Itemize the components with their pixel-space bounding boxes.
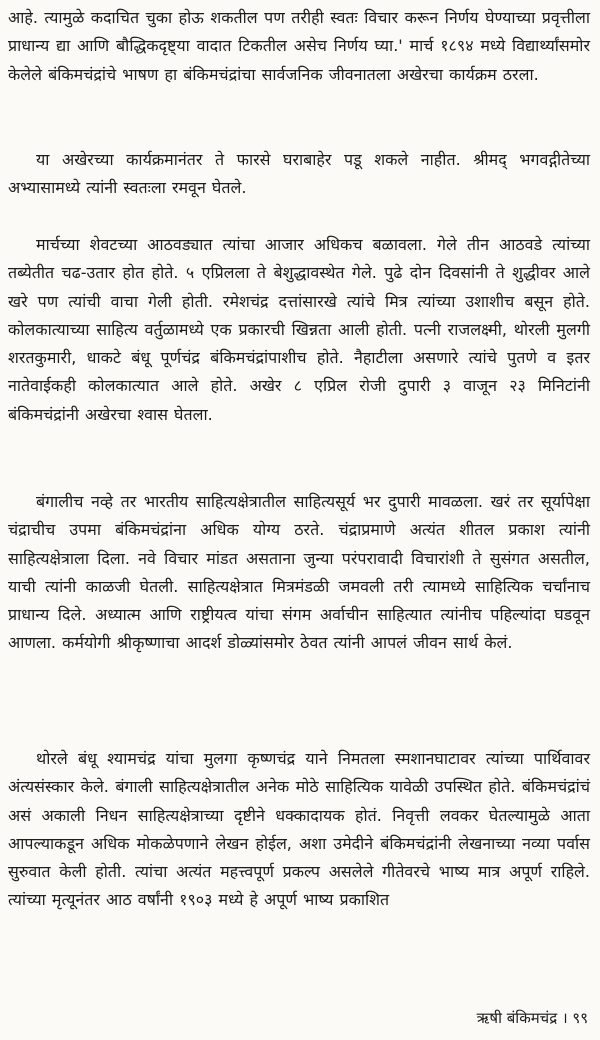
paragraph-illness-and-death: मार्चच्या शेवटच्या आठवड्यात त्यांचा आजार अधिकच बळावला. गेले तीन आठवडे त्यांच्या तब्येतीत चढ-उतार होत होते. ५ एप्रिलला ते बेशुद्धावस्थेत गेले. पुढे दोन दिवसांनी ते शुद्धीवर आले खरे पण त्यांची वाचा गेली होती. रमेशचंद्र दत्तांसारखे त्यांचे मित्र त्यांच्या उशाशीच बसून होते. कोलकात्याच्या साहित्य वर्तुळामध्ये एक प्रकारची खिन्नता आली होती. पत्नी राजलक्ष्मी, थोरली मुलगी शरतकुमारी, धाकटे बंधू पूर्णचंद्र बंकिमचंद्रांपाशीच होते. नैहाटीला असणारे त्यांचे पुतणे व इतर नातेवाईकही कोलकात्यात आले होते. अखेर ८ एप्रिल रोजी दुपारी ३ वाजून २३ मिनिटांनी बंकिमचंद्रांनी अखेरचा श्वास घेतला.: [8, 235, 590, 424]
paragraph-funeral-and-unfinished-work: थोरले बंधू श्यामचंद्र यांचा मुलगा कृष्णचंद्र याने निमतला स्मशानघाटावर त्यांच्या पार्थिवावर अंत्यसंस्कार केले. बंगाली साहित्यक्षेत्रातील अनेक मोठे साहित्यिक यावेळी उपस्थित होते. बंकिमचंद्रांचं असं अकाली निधन साहित्यक्षेत्राच्या दृष्टीने धक्कादायक होतं. निवृत्ती लवकर घेतल्यामुळे आता आपल्याकडून अधिक मोकळेपणाने लेखन होईल, अशा उमेदीने बंकिमचंद्रांनी लेखनाच्या नव्या पर्वास सुरुवात केली होती. त्यांचा अत्यंत महत्त्वपूर्ण प्रकल्प असलेले गीतेवरचे भाष्य मात्र अपूर्ण राहिले. त्यांच्या मृत्यूनंतर आठ वर्षांनी १९०३ मध्ये हे अपूर्ण भाष्य प्रकाशित: [8, 749, 590, 910]
paragraph-bhagavad-gita-study: या अखेरच्या कार्यक्रमानंतर ते फारसे घराबाहेर पडू शकले नाहीत. श्रीमद् भगवद्गीतेच्या अभ्यासामध्ये त्यांनी स्वतःला रमवून घेतले.: [8, 150, 590, 198]
paragraph-literary-legacy: बंगालीच नव्हे तर भारतीय साहित्यक्षेत्रातील साहित्यसूर्य भर दुपारी मावळला. खरं तर सूर्यापेक्षा चंद्राचीच उपमा बंकिमचंद्रांना अधिक योग्य ठरते. चंद्राप्रमाणे अत्यंत शीतल प्रकाश त्यांनी साहित्यक्षेत्राला दिला. नवे विचार मांडत असताना जुन्या परंपरावादी विचारांशी ते सुसंगत असतील, याची त्यांनी काळजी घेतली. साहित्यक्षेत्रात मित्रमंडळी जमवली तरी त्यामध्ये साहित्यिक चर्चांनाच प्राधान्य दिले. अध्यात्म आणि राष्ट्रीयत्व यांचा संगम अर्वाचीन साहित्यात त्यांनीच पहिल्यांदा घडवून आणला. कर्मयोगी श्रीकृष्णाचा आदर्श डोळ्यांसमोर ठेवत त्यांनी आपलं जीवन सार्थ केलं.: [8, 492, 590, 653]
paragraph-continued: आहे. त्यामुळे कदाचित चुका होऊ शकतील पण तरीही स्वतः विचार करून निर्णय घेण्याच्या प्रवृत्तीला प्राधान्य द्या आणि बौद्धिकदृष्ट्या वादात टिकतील असेच निर्णय घ्या.' मार्च १८९४ मध्ये विद्यार्थ्यांसमोर केलेले बंकिमचंद्रांचे भाषण हा बंकिमचंद्रांचा सार्वजनिक जीवनातला अखेरचा कार्यक्रम ठरला.: [8, 8, 590, 84]
page-footer-title-and-number: ऋषी बंकिमचंद्र । ९९: [476, 1009, 588, 1027]
